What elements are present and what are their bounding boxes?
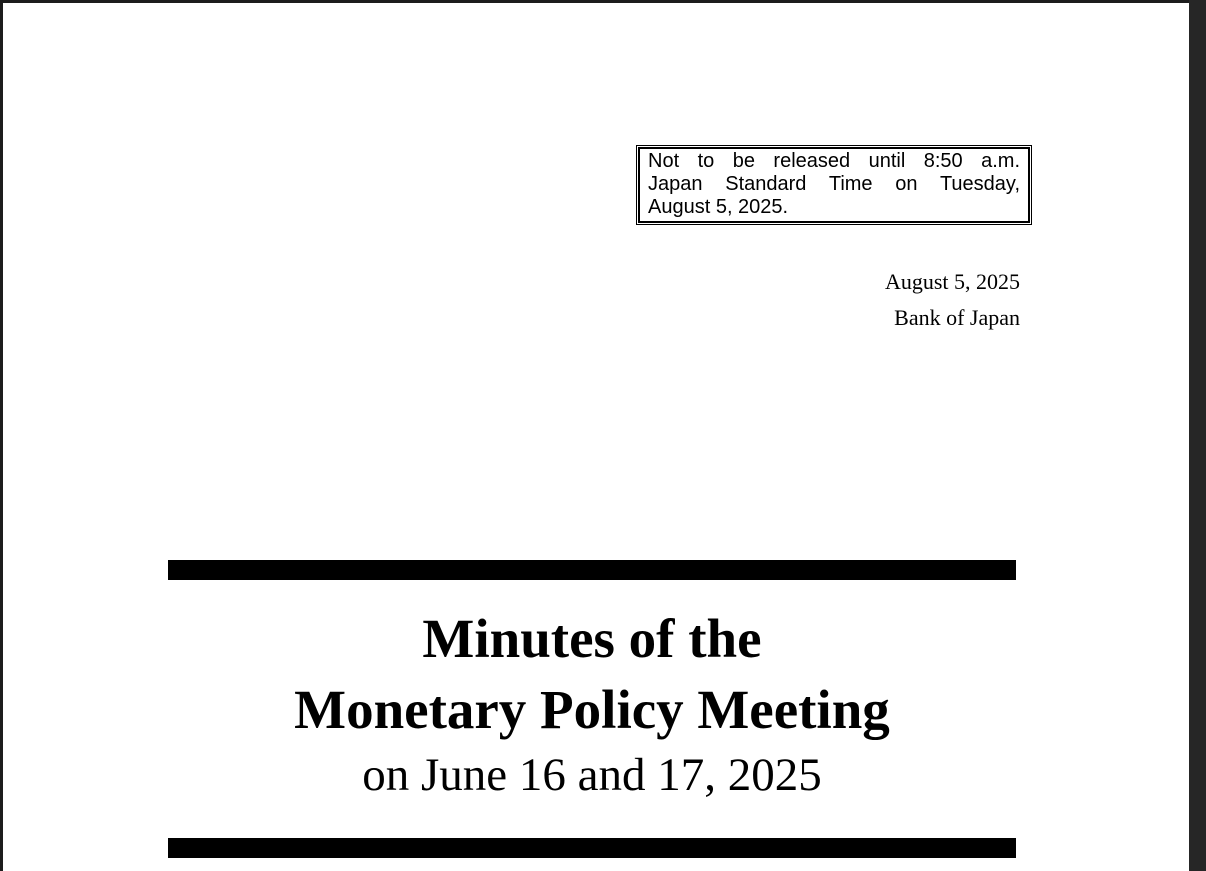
embargo-line-1: Not to be released until 8:50 a.m. [648,150,1020,172]
release-date: August 5, 2025 [884,269,1020,294]
title-line-1: Minutes of the [422,608,762,669]
embargo-notice-text [638,147,1030,223]
bottom-divider-bar [168,838,1016,858]
viewer-background-strip [1189,0,1206,871]
page-top-border [0,0,1189,3]
embargo-line-2: Japan Standard Time on Tuesday, [648,173,1020,195]
date-organization-block [885,264,1020,336]
document-subtitle: on June 16 and 17, 2025 [362,749,822,801]
embargo-notice-box [636,145,1032,225]
page-left-border [0,0,3,871]
organization-name: Bank of Japan [894,305,1020,330]
embargo-line-3: August 5, 2025. [648,196,789,218]
top-divider-bar [168,560,1016,580]
title-line-2: Monetary Policy Meeting [294,679,890,740]
document-title [168,603,1016,745]
